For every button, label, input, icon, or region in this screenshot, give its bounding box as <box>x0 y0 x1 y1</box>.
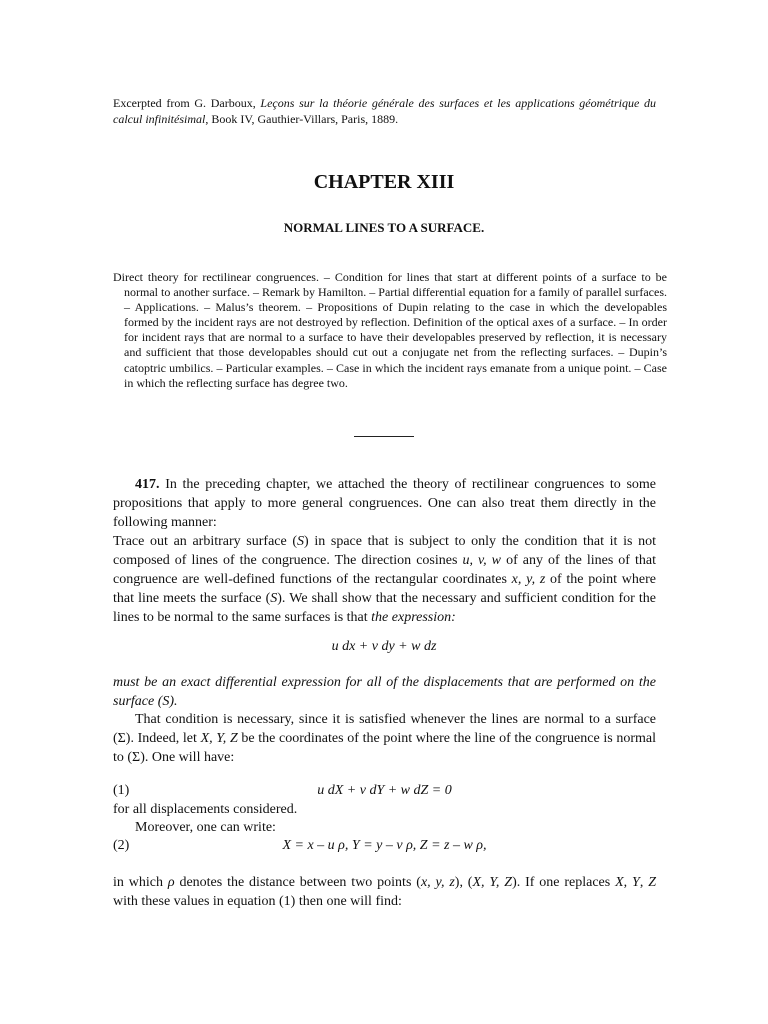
p4-Y: Y <box>632 875 640 890</box>
italic-S: S <box>162 694 170 709</box>
p3-a: That condition is necessary, since it is satisfied whenever the lines are normal to a surface (Σ). Indeed, let <box>113 712 656 746</box>
p2-d: of the point where that line meets the surface ( <box>113 572 656 606</box>
p2-c: of any of the lines of that congruence are well-defined functions of the rectangular coordinates <box>113 553 657 587</box>
paragraph-substitution <box>113 873 656 911</box>
p2-e: ). We shall show that the necessary and sufficient condition for the lines to be normal to the same surfaces is that <box>113 591 656 625</box>
source-title: Leçons sur la théorie générale des surfaces et les applications géométrique du calcul infinitésimal <box>113 96 656 126</box>
italic-a: must be an exact differential expression for all of the displacements that are performed on the surface ( <box>113 675 656 709</box>
p2-a: Trace out an arbitrary surface ( <box>113 534 298 549</box>
p3-b: be the coordinates of the point where the line of the congruence is normal to (Σ). One will have: <box>113 731 657 765</box>
source-prefix: Excerpted from G. Darboux, <box>113 96 261 110</box>
p4-Z: Z <box>648 875 656 890</box>
p2-xyz: x, y, z <box>511 572 546 587</box>
p2-S2: S <box>270 591 278 606</box>
p2-f: the expression: <box>371 610 456 625</box>
p2-uvw: u, v, w <box>462 553 502 568</box>
chapter-subtitle: NORMAL LINES TO A SURFACE. <box>283 220 485 235</box>
p4-X: X <box>615 875 624 890</box>
p2-S1: S <box>297 534 305 549</box>
section-divider <box>354 436 414 437</box>
italic-b: ). <box>169 694 178 709</box>
equation-1-label: (1) <box>113 783 130 798</box>
source-suffix: , Book IV, Gauthier-Villars, Paris, 1889. <box>205 112 399 126</box>
p4-g: with these values in equation (1) then one will find: <box>113 894 402 909</box>
equation-1-expr: u dX + v dY + w dZ = 0 <box>317 783 452 798</box>
moreover-line: Moreover, one can write: <box>135 820 276 835</box>
p4-c: ), ( <box>454 875 473 890</box>
p4-XYZ: X, Y, Z <box>472 875 513 890</box>
p4-a: in which <box>113 875 168 890</box>
p4-d: ). If one replaces <box>512 875 616 890</box>
p4-xyz: x, y, z <box>420 875 455 890</box>
paragraph-417 <box>113 475 656 627</box>
p3-XYZ: X, Y, Z <box>200 731 238 746</box>
equation-main: u dx + v dy + w dz <box>331 639 437 654</box>
after-equation-1: for all displacements considered. <box>113 802 298 817</box>
p2-b: ) in space that is subject to only the condition that it is not composed of lines of the congruence. The direction cosines <box>113 534 656 568</box>
p4-b: denotes the distance between two points ( <box>174 875 421 890</box>
source-note <box>113 95 656 127</box>
paragraph-417-text: In the preceding chapter, we attached the theory of rectilinear congruences to some propositions that apply to more general congruences. One can also treat them directly in the following manner: <box>113 477 657 530</box>
p4-rho: ρ <box>167 875 175 890</box>
section-number: 417. <box>135 477 160 492</box>
equation-2-label: (2) <box>113 838 130 853</box>
p4-f: , <box>639 875 649 890</box>
paragraph-necessity <box>113 710 656 767</box>
chapter-heading: CHAPTER XIII <box>313 171 455 193</box>
equation-2-expr: X = x – u ρ, Y = y – v ρ, Z = z – w ρ, <box>282 838 487 853</box>
p4-e: , <box>623 875 633 890</box>
chapter-summary: Direct theory for rectilinear congruences. – Condition for lines that start at different points of a surface to be normal to another surface. – Remark by Hamilton. – Partial differential equation for a family of parallel surfaces. – Applications. – Malus’s theorem. – Propositions of Dupin relating to the case in which the developables formed by the incident rays are not destroyed by reflection. Definition of the optical axes of a surface. – In order for incident rays that are normal to a surface to have their developables preserved by reflection, it is necessary and sufficient that those developables should cut out a conjugate net from the reflecting surfaces. – Dupin’s catoptric umbilics. – Particular examples. – Case in which the incident rays emanate from a unique point. – Case in which the reflecting surface has degree two. <box>113 270 667 390</box>
italic-statement <box>113 673 656 711</box>
